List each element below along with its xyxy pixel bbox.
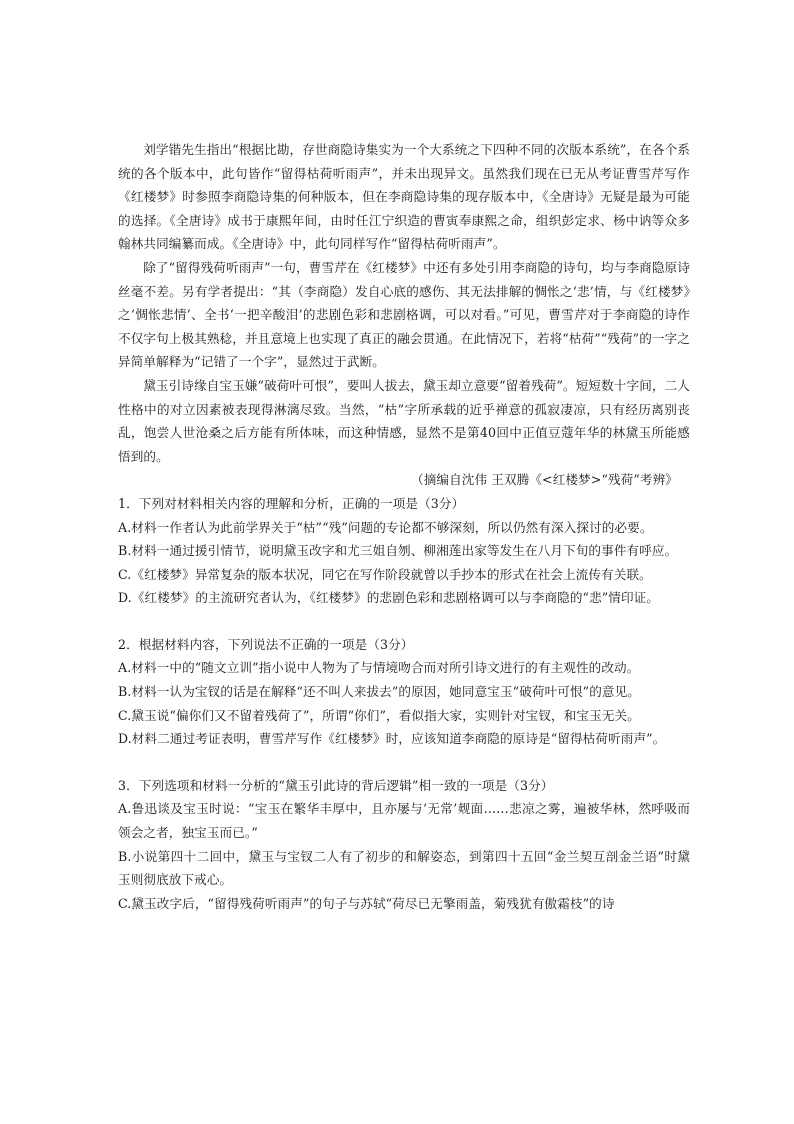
question-spacer: [118, 751, 690, 774]
option-c: C.黛玉说“偏你们又不留着残荷了”，所谓“你们”，看似指大家，实则针对宝钗，和宝玉无关。: [118, 707, 640, 723]
passage-paragraph-1: 刘学锴先生指出“根据比勘，存世商隐诗集实为一个大系统之下四种不同的次版本系统”，在各个系统的各个版本中，此句皆作“留得枯荷听雨声”，并未出现异文。虽然我们现在已无从考证曹雪芹写作《红楼梦》时参照李商隐诗集的何种版本，但在李商隐诗集的现存版本中，《全唐诗》无疑是最为可能的选择。《全唐诗》成书于康熙年间，由时任江宁织造的曹寅奉康熙之命，组织彭定求、杨中讷等众多翰林共同编纂而成。《全唐诗》中，此句同样写作“留得枯荷听雨声”。: [118, 142, 690, 252]
option-c: C.《红楼梦》异常复杂的版本状况，同它在写作阶段就曾以手抄本的形式在社会上流传有关联。: [118, 566, 652, 582]
question-spacer: [118, 610, 690, 633]
option-b: B.小说第四十二回中，黛玉与宝钗二人有了初步的和解姿态，到第四十五回“金兰契互剖金兰语”时黛玉则彻底放下戒心。: [118, 848, 690, 888]
option-d: D.《红楼梦》的主流研究者认为，《红楼梦》的悲剧色彩和悲剧格调可以与李商隐的“悲”情印证。: [118, 590, 660, 606]
option-b: B.材料一通过援引情节，说明黛玉改字和尤三姐自刎、柳湘莲出家等发生在八月下旬的事件有呼应。: [118, 543, 678, 559]
question-stem: 1．下列对材料相关内容的理解和分析，正确的一项是（3分）: [118, 495, 465, 511]
question-3: [118, 774, 690, 916]
passage-paragraph-3: 黛玉引诗缘自宝玉嫌“破荷叶可恨”，要叫人拔去，黛玉却立意要“留着残荷”。短短数十字间，二人性格中的对立因素被表现得淋漓尽致。当然，“枯”字所承载的近乎禅意的孤寂凄凉，只有经历离别丧乱，饱尝人世沧桑之后方能有所体味，而这种情感，显然不是第40回中正值豆蔻年华的林黛玉所能感悟到的。: [118, 377, 690, 464]
option-a: A.材料一中的“随文立训”指小说中人物为了与情境吻合而对所引诗文进行的有主观性的改动。: [118, 660, 640, 676]
question-stem: 2．根据材料内容，下列说法不正确的一项是（3分）: [118, 636, 414, 652]
option-a: A.鲁迅谈及宝玉时说：“宝玉在繁华丰厚中，且亦屡与‘无常’觌面……悲凉之雾，遍被华林，然呼吸而领会之者，独宝玉而已。”: [118, 801, 690, 841]
document-page: [118, 138, 690, 915]
question-1: [118, 492, 690, 610]
source-citation: （摘编自沈伟 王双腾《<红楼梦>“残荷”考辨》: [411, 472, 678, 488]
option-a: A.材料一作者认为此前学界关于“枯”“残”问题的专论都不够深刻，所以仍然有深入探讨的必要。: [118, 519, 653, 535]
option-c: C.黛玉改字后，“留得残荷听雨声”的句子与苏轼“荷尽已无擎雨盖，菊残犹有傲霜枝”的诗: [118, 895, 615, 911]
option-d: D.材料二通过考证表明，曹雪芹写作《红楼梦》时，应该知道李商隐的原诗是“留得枯荷听雨声”。: [118, 731, 666, 747]
option-b: B.材料一认为宝钗的话是在解释“还不叫人来拔去”的原因，她同意宝玉“破荷叶可恨”的意见。: [118, 684, 640, 700]
question-2: [118, 633, 690, 751]
question-stem: 3．下列选项和材料一分析的“黛玉引此诗的背后逻辑”相一致的一项是（3分）: [118, 777, 554, 793]
passage-paragraph-2: 除了“留得残荷听雨声”一句，曹雪芹在《红楼梦》中还有多处引用李商隐的诗句，均与李商隐原诗丝毫不差。另有学者提出：“其（李商隐）发自心底的感伤、其无法排解的惆怅之‘悲’情，与《红楼梦》之‘惆怅悲情’、全书‘一把辛酸泪’的悲剧色彩和悲剧格调，可以对看。”可见，曹雪芹对于李商隐的诗作不仅字句上极其熟稔，并且意境上也实现了真正的融会贯通。在此情况下，若将“枯荷”“残荷”的一字之异简单解释为“记错了一个字”，显然过于武断。: [118, 259, 690, 370]
